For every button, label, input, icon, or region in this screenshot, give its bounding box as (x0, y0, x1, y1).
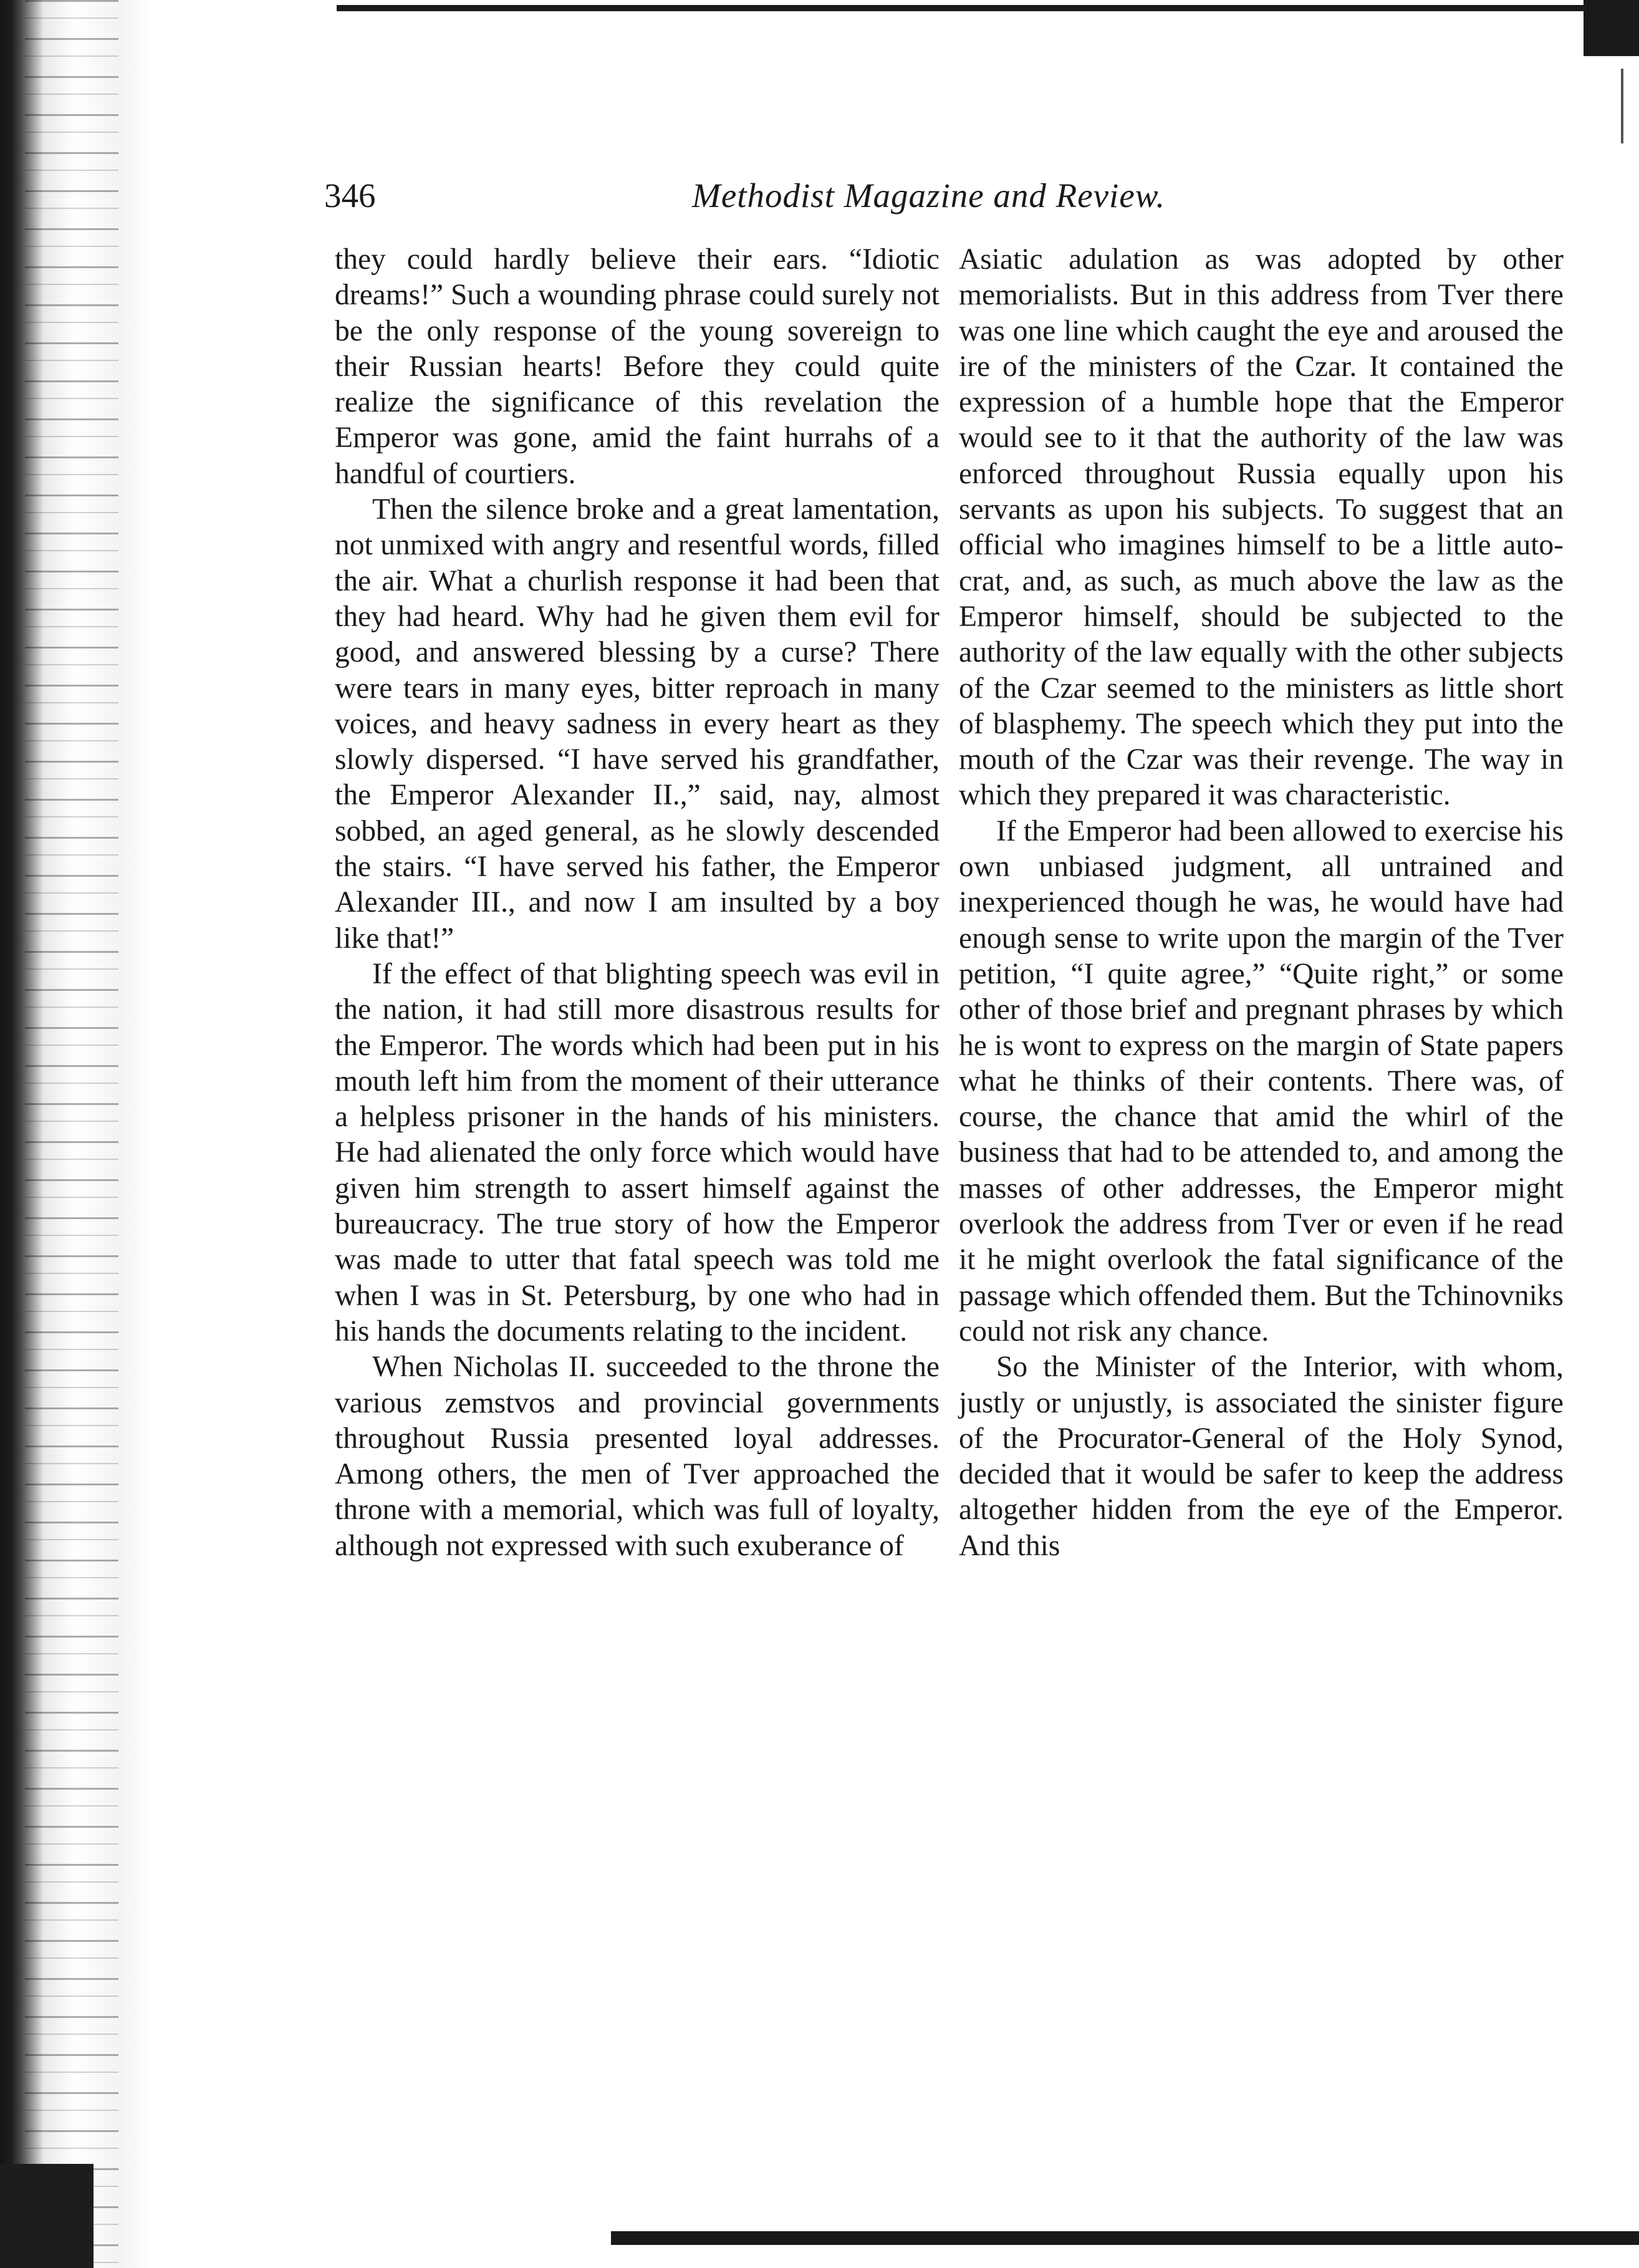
journal-title: Methodist Magazine and Review. (692, 176, 1166, 215)
bottom-edge-rule (611, 2231, 1639, 2245)
left-column (335, 242, 940, 1564)
bottom-left-corner-mark (0, 2164, 94, 2268)
top-right-corner-mark (1584, 0, 1639, 56)
binding-texture (25, 0, 118, 2268)
paragraph: they could hardly believe their ears. “Idiotic dreams!” Such a wounding phrase could surely not be the only response of the young sovereign to their Russian hearts! Before they could quite realize the significance of this revelation the Emperor was gone, amid the faint hurrahs of a handful of courtiers. (335, 243, 940, 490)
running-head (324, 170, 1549, 226)
right-column (959, 242, 1564, 1564)
paragraph: Asiatic adulation as was adopted by other memorialists. But in this address from Tver there was one line which caught the eye and aroused the ire of the ministers of the Czar. It contained the expression of a humble hope that the Emperor would see to it that the authority of the law was enforced throughout Russia equally upon his servants as upon his subjects. To suggest that an official who imagines himself to be a little autocrat, and, as such, as much above the law as the Emperor himself, should be subjected to the authority of the law equally with the other subjects of the Czar seemed to the ministers as little short of blasphemy. The speech which they put into the mouth of the Czar was their revenge. The way in which they prepared it was characteristic. (959, 243, 1564, 812)
paragraph: If the Emperor had been allowed to exercise his own unbiased judgment, all untrained and inexperienced though he was, he would have had enough sense to write upon the margin of the Tver petition, “I quite agree,” “Quite right,” or some other of those brief and pregnant phrases by which he is wont to express on the margin of State papers what he thinks of their contents. There was, of course, the chance that amid the whirl of the business that had to be attended to, and among the masses of other addresses, the Emperor might overlook the address from Tver or even if he read it he might overlook the fatal significance of the passage which offended them. But the Tchinovniks could not risk any chance. (959, 814, 1564, 1348)
paragraph: So the Minister of the Interior, with whom, justly or unjustly, is associated the sinister figure of the Procurator-General of the Holy Synod, decided that it would be safer to keep the address altogether hidden from the eye of the Emperor. And this (959, 1351, 1564, 1562)
paragraph: When Nicholas II. succeeded to the throne the various zemstvos and provincial governments throughout Russia presented loyal addresses. Among others, the men of Tver approached the throne with a memorial, which was full of loyalty, although not expressed with such exuberance of (335, 1351, 940, 1562)
top-edge-rule (337, 5, 1639, 11)
paragraph: Then the silence broke and a great lamentation, not unmixed with angry and resentful words, filled the air. What a churlish response it had been that they had heard. Why had he given them evil for good, and answered blessing by a curse? There were tears in many eyes, bitter reproach in many voices, and heavy sadness in every heart as they slowly dispersed. “I have served his grandfather, the Emperor Alexander II.,” said, nay, almost sobbed, an aged general, as he slowly descended the stairs. “I have served his father, the Emperor Alexander III., and now I am insulted by a boy like that!” (335, 493, 940, 955)
paragraph: If the effect of that blighting speech was evil in the nation, it had still more disastrous results for the Emperor. The words which had been put in his mouth left him from the moment of their utterance a helpless prisoner in the hands of his ministers. He had alienated the only force which would have given him strength to assert himself against the bureaucracy. The true story of how the Emperor was made to utter that fatal speech was told me when I was in St. Petersburg, by one who had in his hands the documents relating to the incident. (335, 957, 940, 1348)
right-margin-mark (1621, 69, 1623, 143)
page-number: 346 (324, 176, 376, 215)
